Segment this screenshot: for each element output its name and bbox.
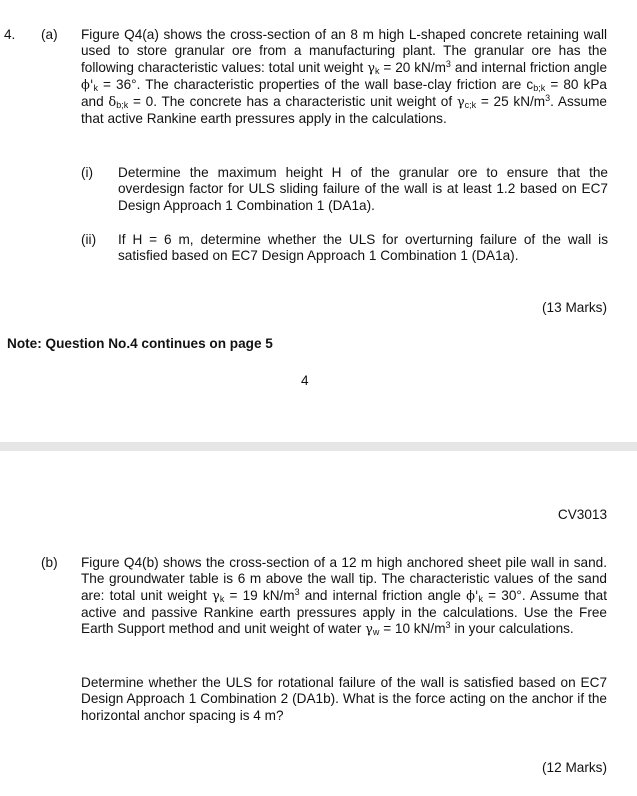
phi-symbol: ϕ' [81, 77, 94, 93]
continuation-note: Note: Question No.4 continues on page 5 [7, 336, 273, 351]
question-number: 4. [4, 27, 16, 42]
part-a-label: (a) [41, 27, 58, 42]
page-number: 4 [301, 373, 309, 388]
gamma-symbol: γ [456, 95, 465, 111]
part-a-intro: Figure Q4(a) shows the cross-section of an 8 m high L-shaped concrete retaining wall used to store granular ore from a manufacturing plant. The granular ore has the following characteristic values: total unit weight $\gamma_k = 20$ $kN/m^3$ and internal friction angle $\phi'_k = 36^\circ$. The characteristic properties of the wall base-clay friction are $c_{b;k} = 80$ kPa and $\delta_{b;k} = 0$. The concrete has a characteristic unit weight of $\gamma_{c;k} = 25$ $kN/m^3$. Assume that active Rankine earth pressures apply in the calculations. [81, 27, 608, 127]
gamma-symbol: γ [367, 60, 375, 76]
gamma-symbol: γ [365, 622, 373, 638]
sub-question-ii-label: (ii) [81, 232, 97, 247]
part-b-marks: (12 Marks) [542, 760, 607, 775]
part-b-task: Determine whether the ULS for rotational failure of the wall is satisfied based on EC7 Design Approach 1 Combination 2 (DA1b). What is the force acting on the anchor if the horizontal anchor spacing is 4 m? [81, 675, 607, 723]
part-b-label: (b) [41, 555, 58, 570]
sub-question-ii-text: If H = 6 m, determine whether the ULS for overturning failure of the wall is satisfied based on EC7 Design Approach 1 Combination 1 (DA1a). [118, 232, 608, 264]
part-a-marks: (13 Marks) [542, 300, 607, 315]
sub-question-i-label: (i) [81, 165, 94, 180]
delta-symbol: δ [108, 95, 117, 111]
phi-symbol: ϕ' [466, 588, 479, 604]
page-divider [0, 442, 637, 451]
part-b-intro: Figure Q4(b) shows the cross-section of a 12 m high anchored sheet pile wall in sand. The groundwater table is 6 m above the wall tip. The characteristic values of the sand are: total unit weight $\gamma_k = 19$ $kN/m^3$ and internal friction angle $\phi'_k = 30^\circ$. Assume that active and passive Rankine earth pressures apply in the calculations. Use the Free Earth Support method and unit weight of water $\gamma_w = 10$ $kN/m^3$ in your calculations. [81, 555, 607, 638]
course-code: CV3013 [557, 507, 607, 522]
gamma-symbol: γ [212, 588, 220, 604]
sub-question-i-text: Determine the maximum height H of the granular ore to ensure that the overdesign factor for ULS sliding failure of the wall is at least 1.2 based on EC7 Design Approach 1 Combination 1 (DA1a). [118, 165, 608, 213]
